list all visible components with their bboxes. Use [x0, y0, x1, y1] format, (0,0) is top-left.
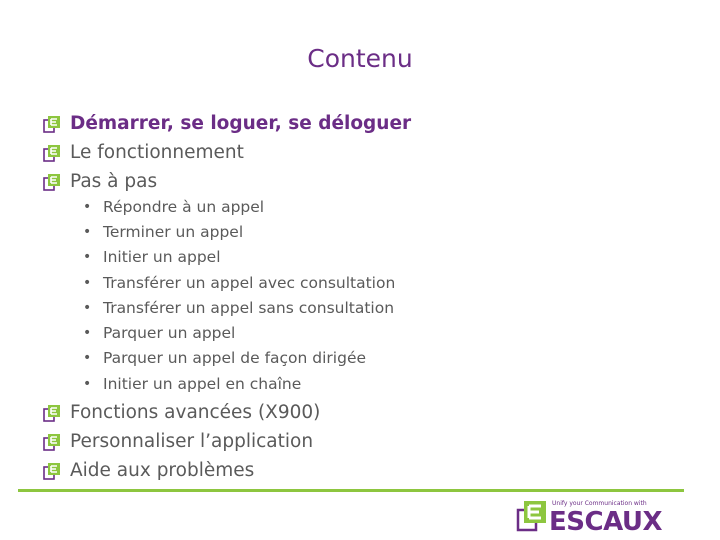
bullet-icon: • [83, 350, 92, 367]
sub-list-item-label: Initier un appel [103, 248, 221, 267]
bullet-icon: • [83, 223, 92, 240]
bullet-icon: • [83, 198, 92, 215]
main-list-bottom [42, 398, 320, 485]
sub-list-item-label: Parquer un appel [103, 324, 236, 343]
logo-wordmark: ESCAUX [549, 507, 663, 537]
list-item-label: Le fonctionnement [70, 142, 244, 163]
bullet-icon: • [83, 375, 92, 392]
sub-list-item [83, 346, 395, 371]
list-item-label: Pas à pas [70, 171, 158, 192]
list-item [42, 398, 320, 427]
footer-divider [18, 489, 684, 492]
logo-tagline: Unify your Communication with [552, 500, 647, 507]
list-item [42, 138, 411, 167]
sub-list-item [83, 371, 395, 396]
escaux-e-icon [42, 403, 62, 423]
escaux-e-icon [42, 143, 62, 163]
escaux-e-icon [42, 432, 62, 452]
sub-list-item-label: Répondre à un appel [103, 197, 265, 216]
sub-list-item [83, 245, 395, 270]
sub-list-item [83, 270, 395, 295]
bullet-icon: • [83, 299, 92, 316]
sub-list-item-label: Initier un appel en chaîne [103, 374, 302, 393]
sub-list-item-label: Transférer un appel sans consultation [103, 298, 395, 317]
list-item-label: Aide aux problèmes [70, 460, 255, 481]
list-item [42, 109, 411, 138]
escaux-e-icon [42, 461, 62, 481]
list-item [42, 427, 320, 456]
bullet-icon: • [83, 325, 92, 342]
bullet-icon: • [83, 249, 92, 266]
sub-list [83, 194, 395, 396]
bullet-icon: • [83, 274, 92, 291]
list-item-label: Personnaliser l’application [70, 431, 314, 452]
escaux-e-icon [42, 172, 62, 192]
sub-list-item [83, 219, 395, 244]
list-item [42, 167, 411, 196]
sub-list-item-label: Parquer un appel de façon dirigée [103, 349, 367, 368]
escaux-e-icon [42, 114, 62, 134]
sub-list-item [83, 194, 395, 219]
sub-list-item [83, 320, 395, 345]
list-item [42, 456, 320, 485]
slide-title: Contenu [307, 44, 413, 73]
list-item-label: Fonctions avancées (X900) [70, 402, 321, 423]
sub-list-item-label: Terminer un appel [103, 222, 244, 241]
main-list-top [42, 109, 411, 196]
sub-list-item [83, 295, 395, 320]
sub-list-item-label: Transférer un appel avec consultation [103, 273, 396, 292]
list-item-label: Démarrer, se loguer, se déloguer [70, 113, 412, 134]
